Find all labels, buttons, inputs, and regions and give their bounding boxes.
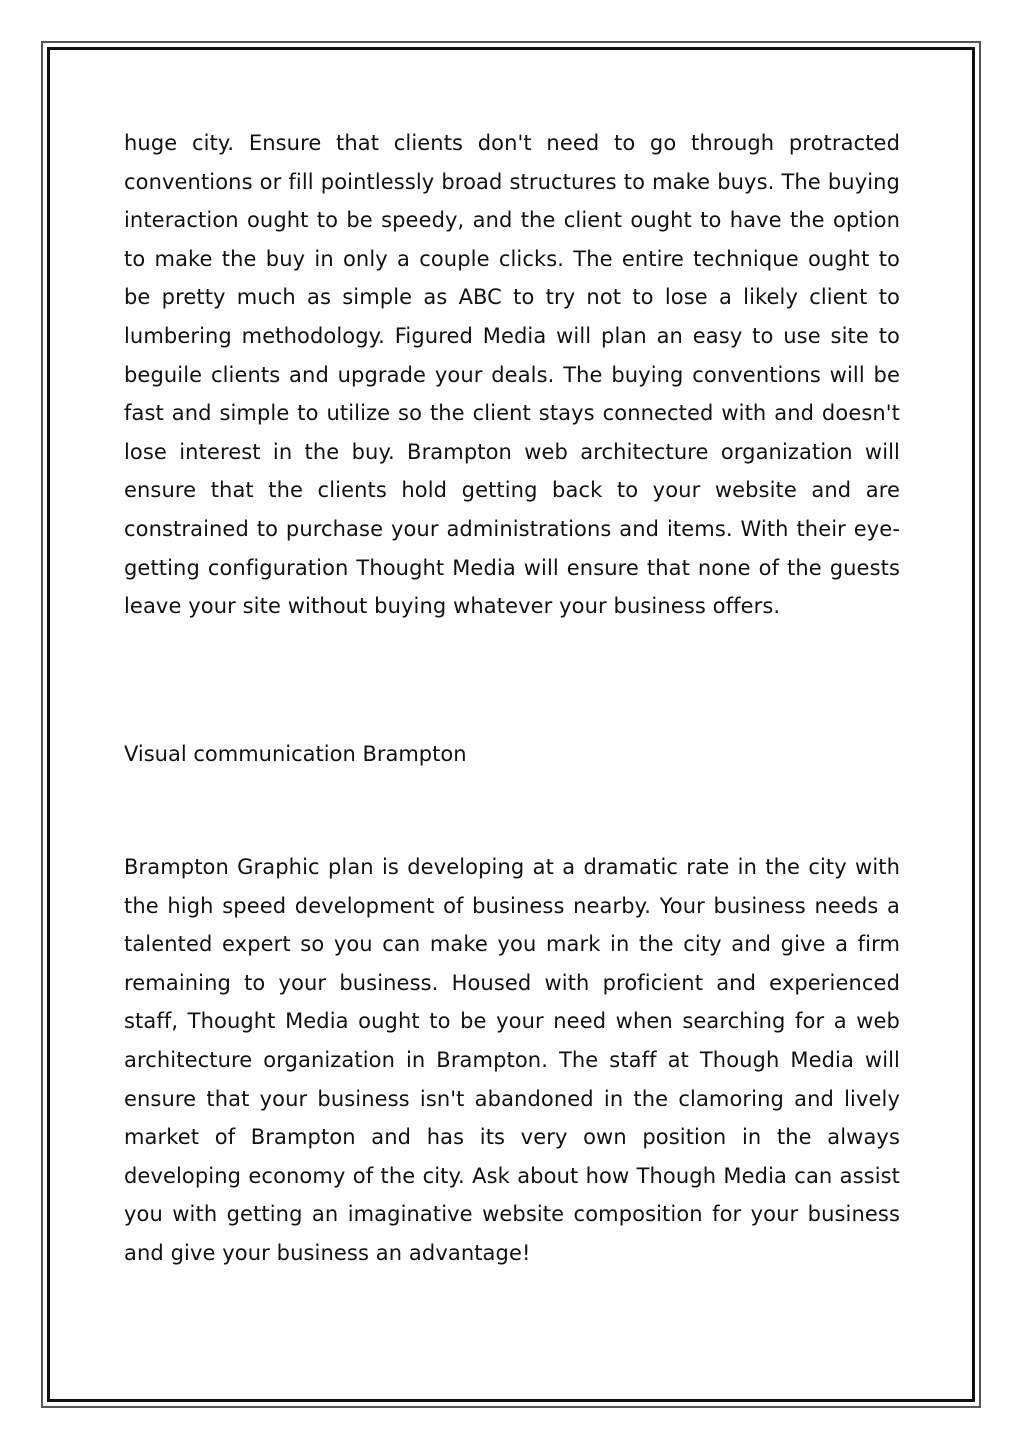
section-heading: Visual communication Brampton <box>124 742 467 766</box>
body-paragraph-1: huge city. Ensure that clients don't need to go through protracted conventions or fill pointlessly broad structures to make buys. The buying interaction ought to be speedy, and the client ought to have the option to make the buy in only a couple clicks. The entire technique ought to be pretty much as simple as ABC to try not to lose a likely client to lumbering methodology. Figured Media will plan an easy to use site to beguile clients and upgrade your deals. The buying conventions will be fast and simple to utilize so the client stays connected with and doesn't lose interest in the buy. Brampton web architecture organization will ensure that the clients hold getting back to your website and are constrained to purchase your administrations and items. With their eye-getting configuration Thought Media will ensure that none of the guests leave your site without buying whatever your business offers. <box>124 131 900 619</box>
body-paragraph-2: Brampton Graphic plan is developing at a dramatic rate in the city with the high speed development of business nearby. Your business needs a talented expert so you can make you mark in the city and give a firm remaining to your business. Housed with proficient and experienced staff, Thought Media ought to be your need when searching for a web architecture organization in Brampton. The staff at Though Media will ensure that your business isn't abandoned in the clamoring and lively market of Brampton and has its very own position in the always developing economy of the city. Ask about how Though Media can assist you with getting an imaginative website composition for your business and give your business an advantage! <box>124 855 900 1265</box>
